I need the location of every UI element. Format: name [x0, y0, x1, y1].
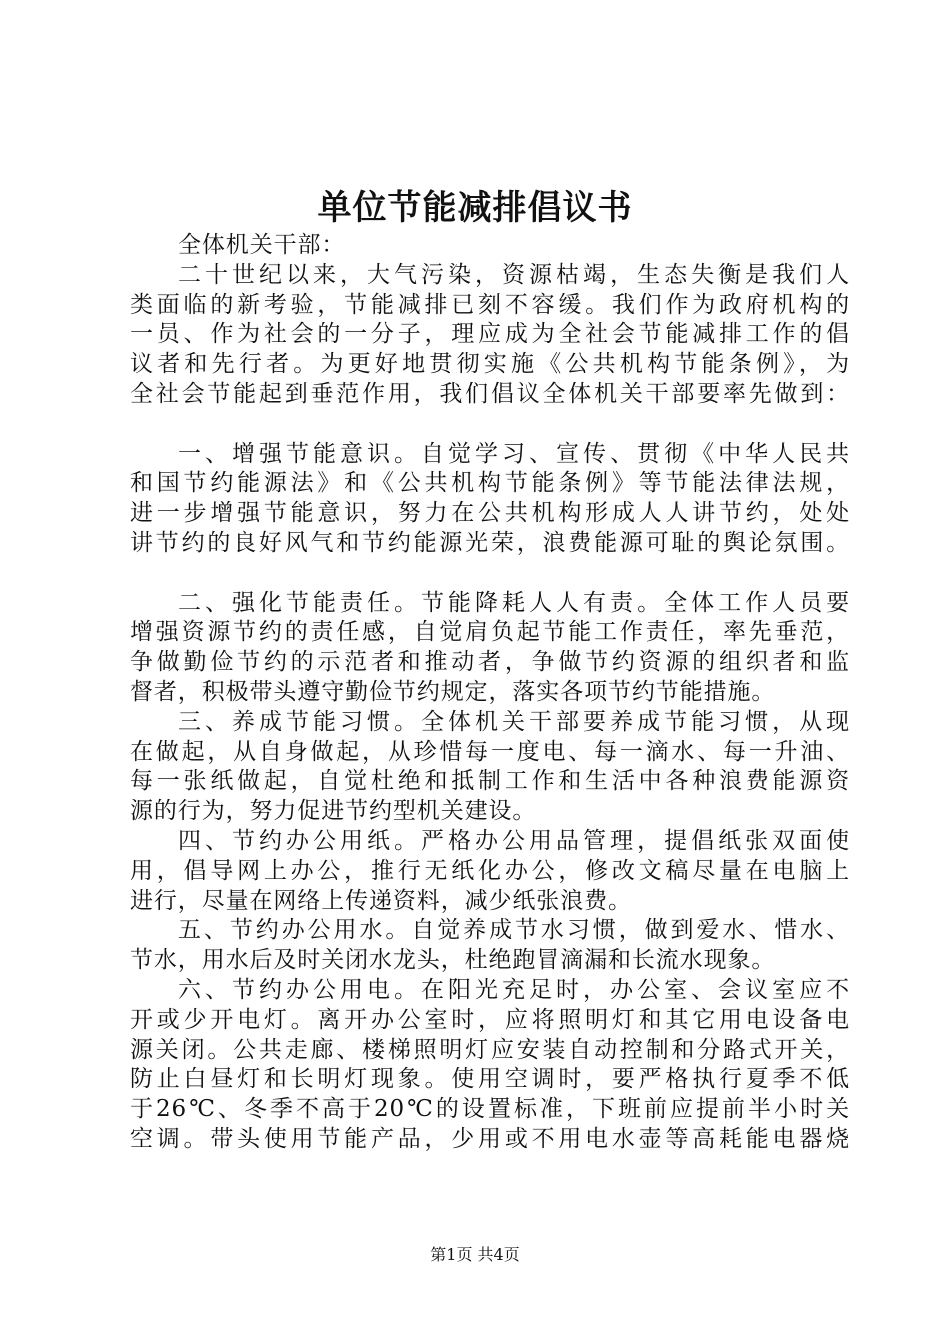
- body-line: 二、强化节能责任。节能降耗人人有责。全体工作人员要: [178, 589, 850, 616]
- body-line: 一员、作为社会的一分子，理应成为全社会节能减排工作的倡: [130, 321, 850, 348]
- body-line: 节水，用水后及时关闭水龙头，杜绝跑冒滴漏和长流水现象。: [130, 947, 776, 974]
- document-body: [130, 231, 850, 1155]
- body-line: 一、增强节能意识。自觉学习、宣传、贯彻《中华人民共: [178, 440, 850, 467]
- body-line: 督者，积极带头遵守勤俭节约规定，落实各项节约节能措施。: [130, 678, 776, 705]
- body-line: 全社会节能起到垂范作用，我们倡议全体机关干部要率先做到：: [130, 380, 850, 407]
- salutation: 全体机关干部：: [178, 232, 346, 258]
- page-footer: 第1页 共4页: [430, 1245, 520, 1264]
- body-line: 用，倡导网上办公，推行无纸化办公，修改文稿尽量在电脑上: [130, 857, 850, 884]
- body-line: 二十世纪以来，大气污染，资源枯竭，生态失衡是我们人: [178, 261, 850, 288]
- body-line: 五、节约办公用水。自觉养成节水习惯，做到爱水、惜水、: [178, 917, 850, 944]
- body-line: 进行，尽量在网络上传递资料，减少纸张浪费。: [130, 887, 632, 914]
- body-line: 三、养成节能习惯。全体机关干部要养成节能习惯，从现: [178, 708, 850, 735]
- body-line: 源关闭。公共走廊、楼梯照明灯应安装自动控制和分路式开关，: [130, 1036, 850, 1063]
- body-line: 和国节约能源法》和《公共机构节能条例》等节能法律法规，: [130, 470, 850, 497]
- body-line: 源的行为，努力促进节约型机关建设。: [130, 798, 537, 825]
- body-line: 于26℃、冬季不高于20℃的设置标准，下班前应提前半小时关: [130, 1096, 850, 1123]
- body-line: 空调。带头使用节能产品，少用或不用电水壶等高耗能电器烧: [130, 1125, 850, 1152]
- paragraph-gap: [130, 410, 850, 440]
- document-title: 单位节能减排倡议书: [317, 188, 633, 228]
- body-line: 开或少开电灯。离开办公室时，应将照明灯和其它用电设备电: [130, 1006, 850, 1033]
- body-line: 讲节约的良好风气和节约能源光荣，浪费能源可耻的舆论氛围。: [130, 529, 850, 556]
- paragraph-gap: [130, 559, 850, 589]
- body-line: 类面临的新考验，节能减排已刻不容缓。我们作为政府机构的: [130, 291, 850, 318]
- body-line: 在做起，从自身做起，从珍惜每一度电、每一滴水、每一升油、: [130, 738, 850, 765]
- body-line: 进一步增强节能意识，努力在公共机构形成人人讲节约，处处: [130, 500, 850, 527]
- body-line: 六、节约办公用电。在阳光充足时，办公室、会议室应不: [178, 976, 850, 1003]
- body-line: 争做勤俭节约的示范者和推动者，争做节约资源的组织者和监: [130, 649, 850, 676]
- body-line: 四、节约办公用纸。严格办公用品管理，提倡纸张双面使: [178, 827, 850, 854]
- body-line: 议者和先行者。为更好地贯彻实施《公共机构节能条例》，为: [130, 351, 850, 378]
- body-line: 每一张纸做起，自觉杜绝和抵制工作和生活中各种浪费能源资: [130, 768, 850, 795]
- body-line: 增强资源节约的责任感，自觉肩负起节能工作责任，率先垂范，: [130, 619, 850, 646]
- body-line: 防止白昼灯和长明灯现象。使用空调时，要严格执行夏季不低: [130, 1066, 850, 1093]
